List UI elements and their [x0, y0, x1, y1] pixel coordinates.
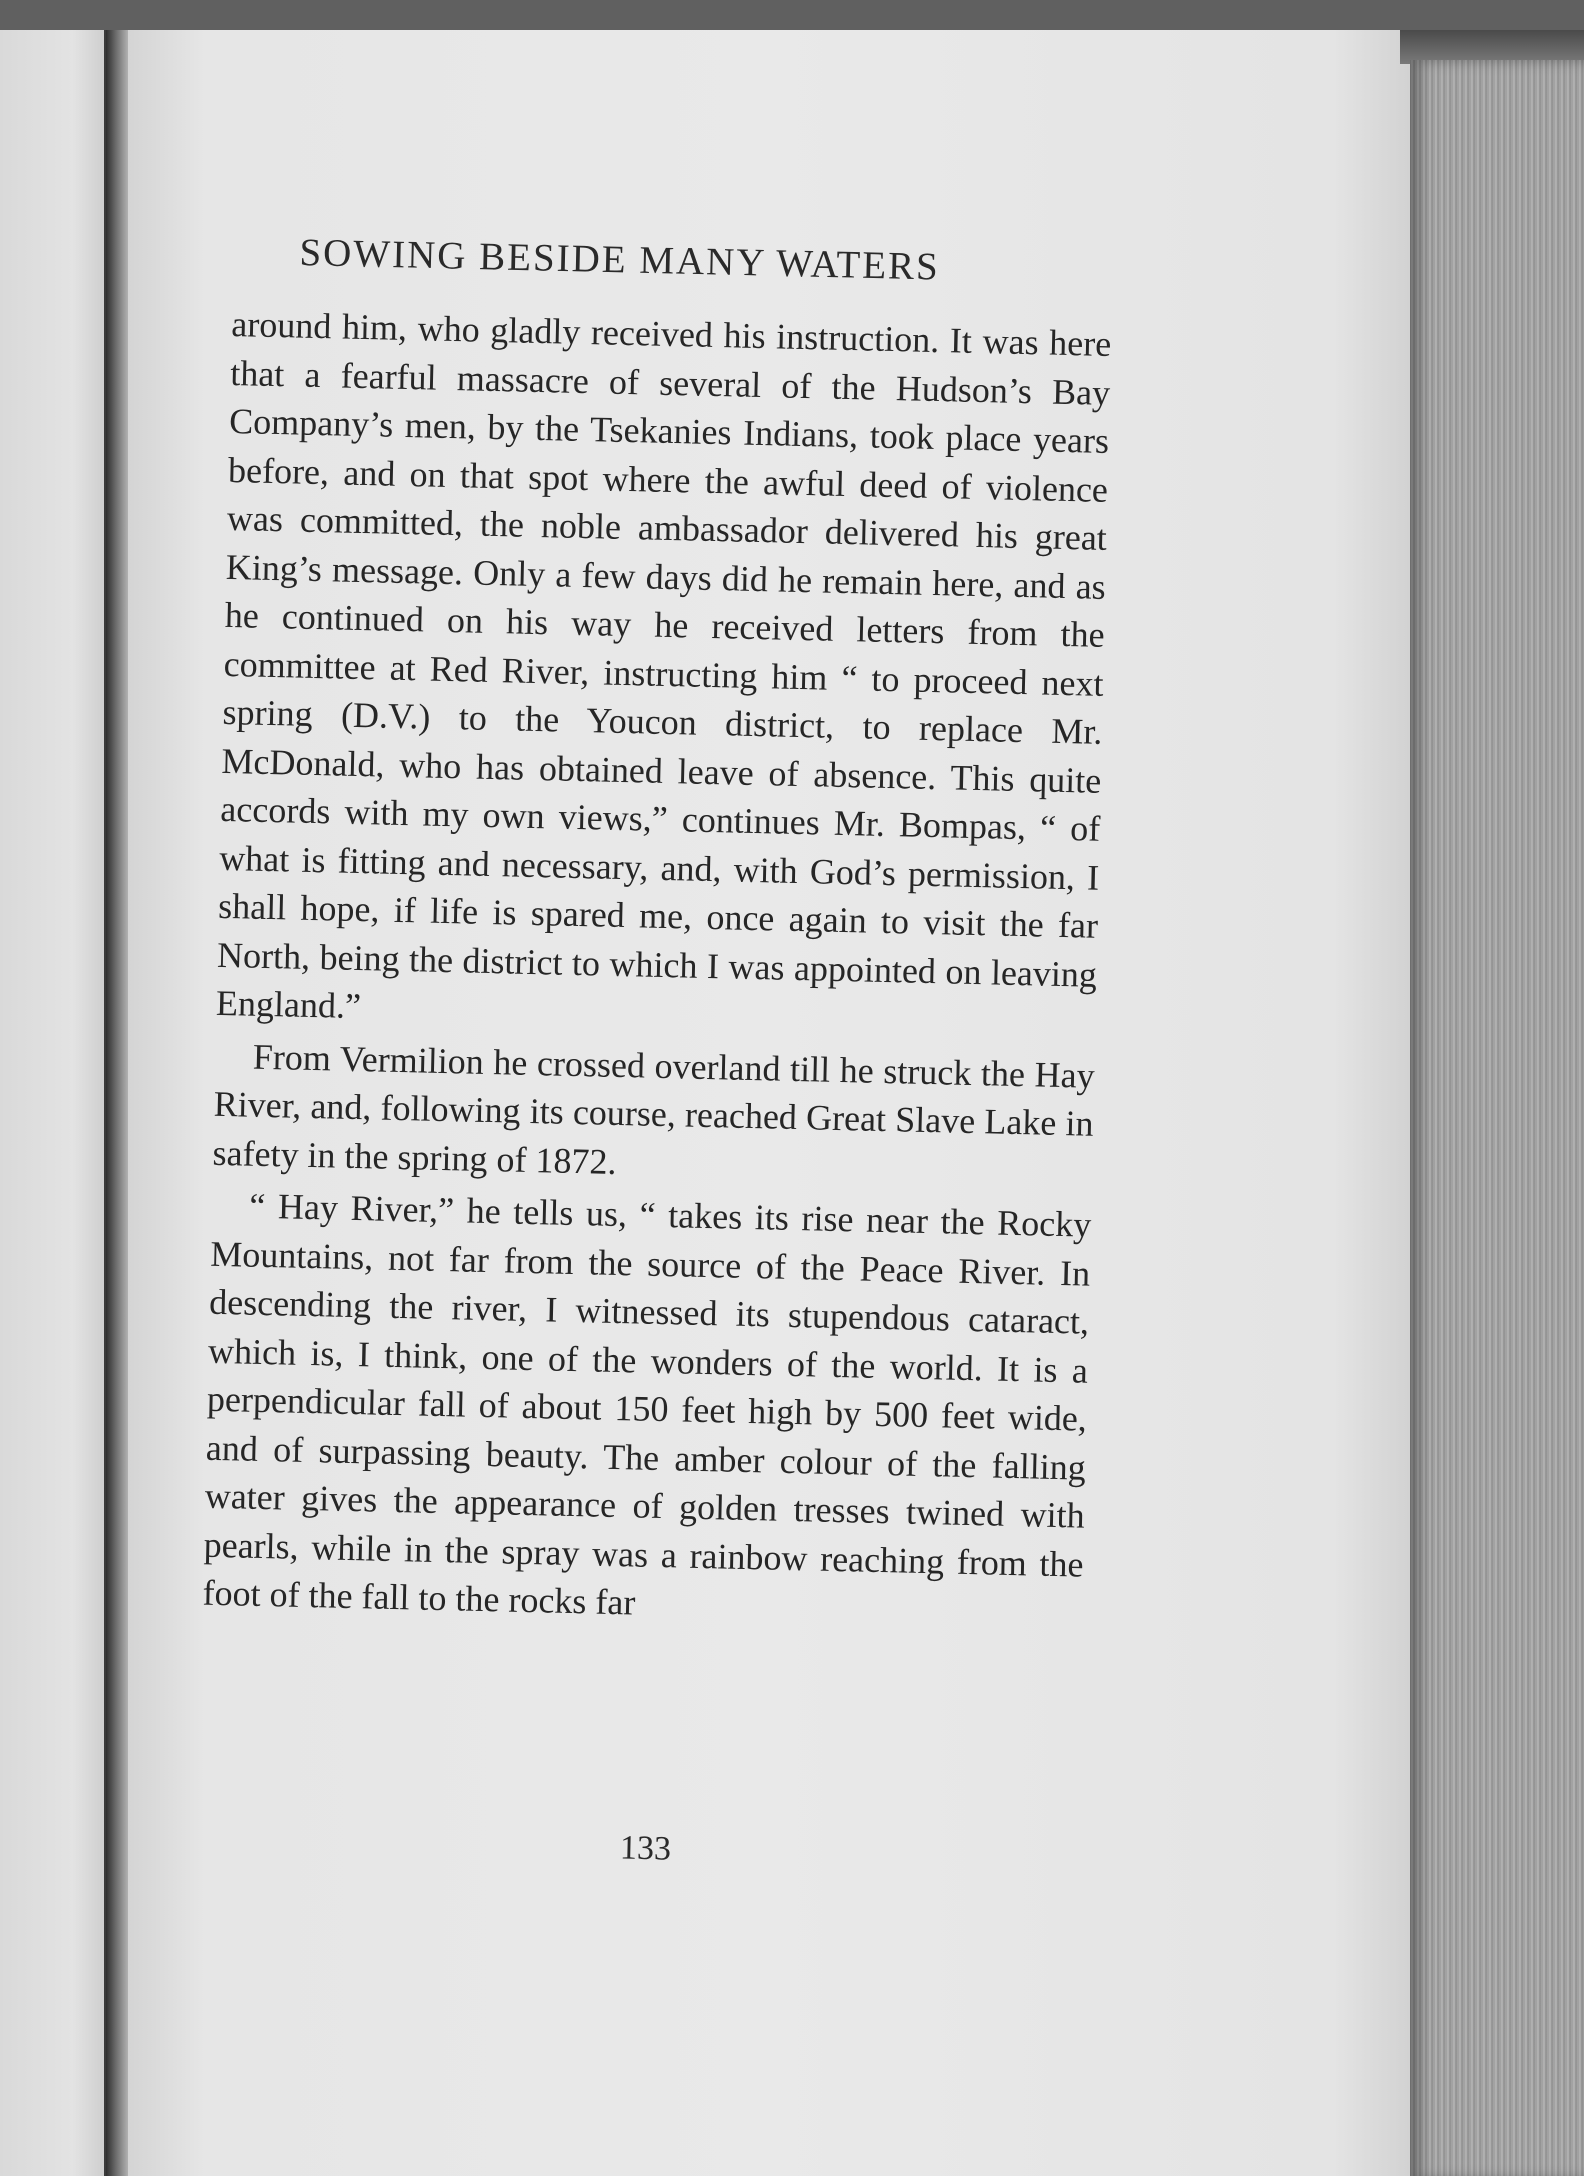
- paragraph: around him, who gladly received his instruction. It was here that a fearful massacre of several of the Hudson’s Bay Company’s men, by the Tsekanies Indians, took place years before, and on that spot where the awful deed of violence was committed, the noble ambassador delivered his great King’s message. Only a few days did he remain here, and as he continued on his way he received letters from the committee at Red River, instructing him “ to proceed next spring (D.V.) to the Youcon district, to replace Mr. McDonald, who has obtained leave of absence. This quite accords with my own views,” continues Mr. Bompas, “ of what is fitting and necessary, and, with God’s permission, I shall hope, if life is spared me, once again to visit the far North, being the district to which I was appointed on leaving England.”: [215, 303, 1112, 1027]
- facing-page-edge: [0, 30, 110, 2176]
- book-gutter: [106, 30, 130, 2176]
- running-head: SOWING BESIDE MANY WATERS: [299, 230, 941, 289]
- page-edges: [1410, 60, 1584, 2176]
- page-block-top: [1400, 30, 1584, 64]
- body-text: [202, 300, 1112, 1641]
- paragraph: “ Hay River,” he tells us, “ takes its rise near the Rocky Mountains, not far from the source of the Peace River. In descending the river, I witnessed its stupendous cataract, which is, I think, one of the wonders of the world. It is a perpendicular fall of about 150 feet high by 500 feet wide, and of surpassing beauty. The amber colour of the falling water gives the appearance of golden tresses twined with pearls, while in the spray was a rainbow reaching from the foot of the fall to the rocks far: [202, 1185, 1092, 1623]
- page-number: 133: [619, 1829, 672, 1868]
- paragraph: From Vermilion he crossed overland till he struck the Hay River, and, following its course, reached Great Slave Lake in safety in the spring of 1872.: [212, 1036, 1096, 1182]
